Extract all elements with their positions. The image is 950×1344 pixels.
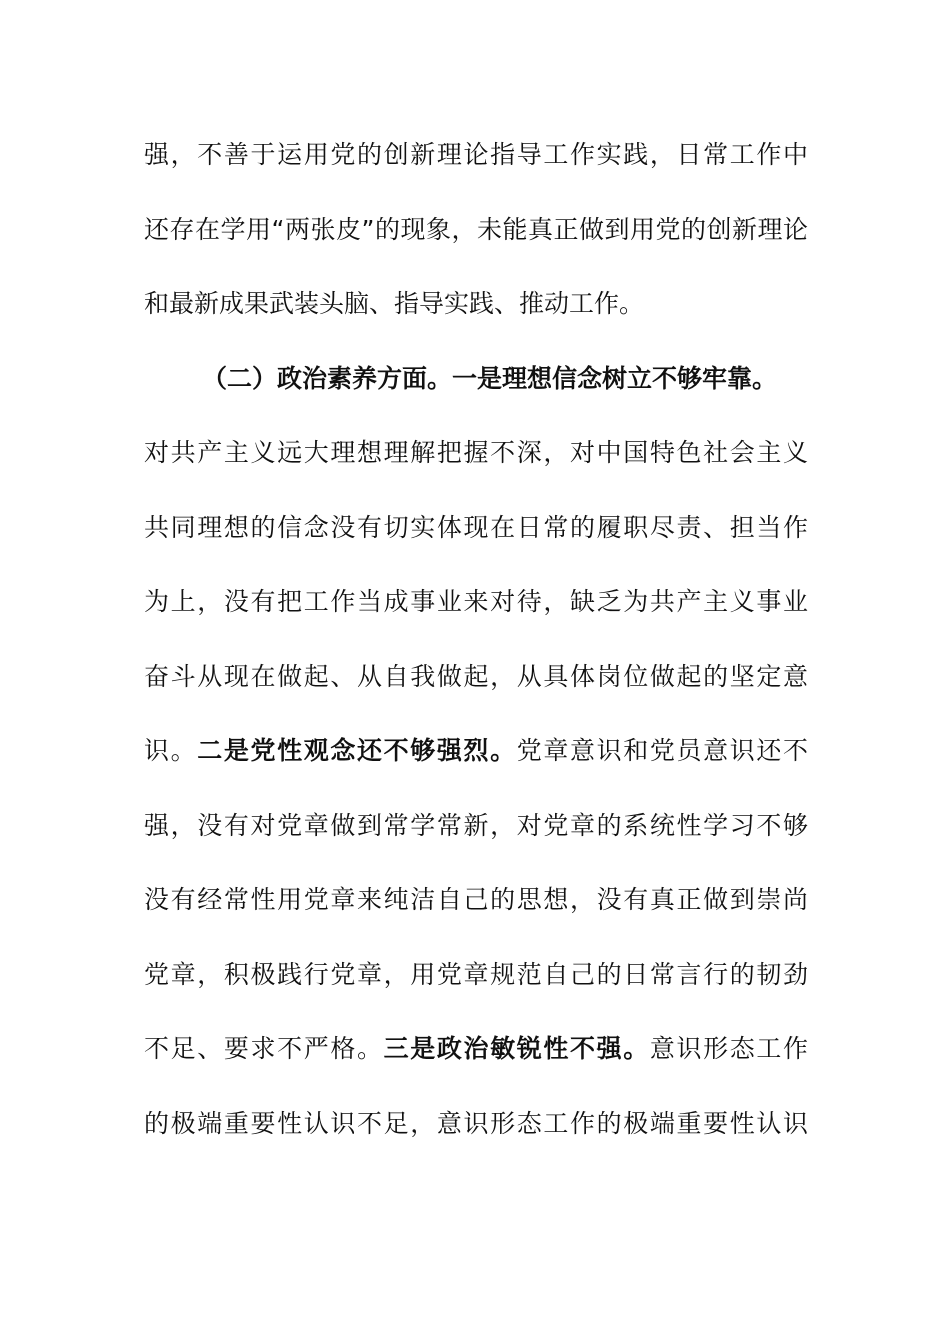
text-line-13 bbox=[144, 1012, 808, 1087]
text-segment: 对共产主义远大理想理解把握不深，对中国特色社会主义 bbox=[144, 438, 808, 467]
text-line-12 bbox=[144, 938, 808, 1013]
text-segment: 识。 bbox=[144, 736, 198, 765]
text-line-9 bbox=[144, 714, 808, 789]
text-segment: 共同理想的信念没有切实体现在日常的履职尽责、担当作 bbox=[144, 512, 808, 542]
bold-point-three: 三是政治敏锐性不强。 bbox=[383, 1034, 650, 1063]
text-segment: 意识形态工作 bbox=[649, 1034, 808, 1063]
text-line-6 bbox=[144, 491, 808, 566]
text-segment: 强，没有对党章做到常学常新，对党章的系统性学习不够 bbox=[144, 810, 808, 840]
text-segment: 奋斗从现在做起、从自我做起，从具体岗位做起的坚定意 bbox=[144, 661, 808, 691]
section-heading: （二）政治素养方面。一是理想信念树立不够牢靠。 bbox=[202, 363, 778, 393]
text-line-5 bbox=[144, 416, 808, 491]
body-text bbox=[144, 118, 808, 1161]
text-line-11 bbox=[144, 863, 808, 938]
text-line-14 bbox=[144, 1087, 808, 1162]
text-segment: 还存在学用“两张皮”的现象，未能真正做到用党的创新理论 bbox=[144, 214, 808, 244]
text-segment: 强，不善于运用党的创新理论指导工作实践，日常工作中 bbox=[144, 140, 808, 169]
text-line-2 bbox=[144, 193, 808, 268]
text-line-1 bbox=[144, 118, 808, 193]
text-line-8 bbox=[144, 640, 808, 715]
text-segment: 党章，积极践行党章，用党章规范自己的日常言行的韧劲 bbox=[144, 959, 808, 989]
text-segment: 的极端重要性认识不足，意识形态工作的极端重要性认识 bbox=[144, 1108, 808, 1138]
text-line-7 bbox=[144, 565, 808, 640]
text-line-10 bbox=[144, 789, 808, 864]
text-segment: 和最新成果武装头脑、指导实践、推动工作。 bbox=[144, 289, 645, 318]
text-segment: 为上，没有把工作当成事业来对待，缺乏为共产主义事业 bbox=[144, 587, 808, 616]
text-segment: 不足、要求不严格。 bbox=[144, 1034, 384, 1063]
text-segment: 党章意识和党员意识还不 bbox=[516, 736, 808, 765]
text-line-3 bbox=[144, 267, 808, 342]
section-heading-line bbox=[144, 342, 808, 417]
text-segment: 没有经常性用党章来纯洁自己的思想，没有真正做到崇尚 bbox=[144, 885, 808, 914]
bold-point-two: 二是党性观念还不够强烈。 bbox=[197, 736, 517, 765]
